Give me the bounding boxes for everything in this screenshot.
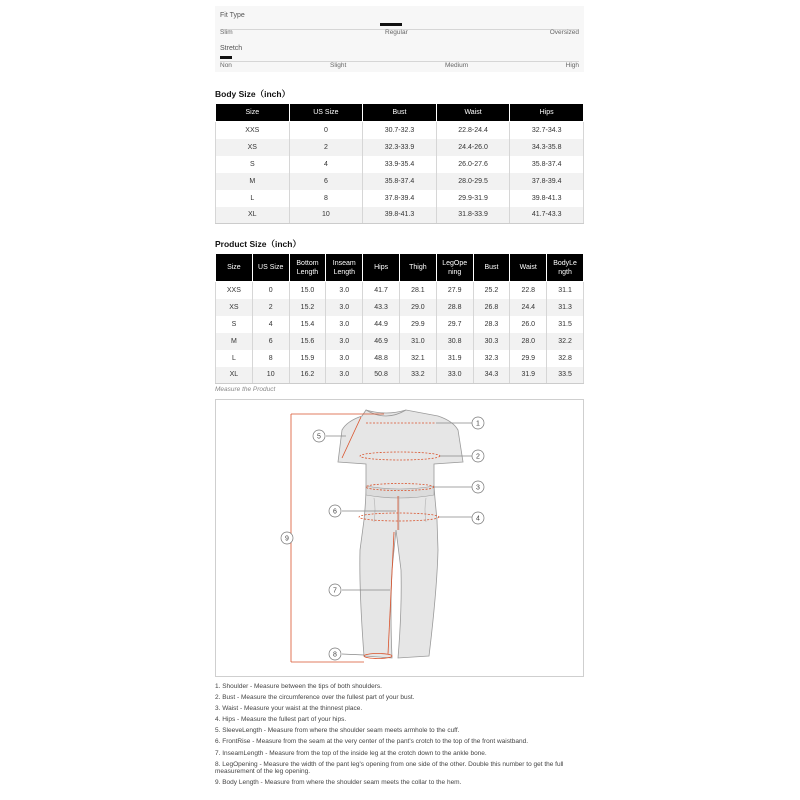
product-cell: XS (216, 299, 253, 316)
body-cell: S (216, 156, 290, 173)
measure-caption: Measure the Product (215, 386, 276, 393)
body-cell: XL (216, 207, 290, 224)
product-cell: 27.9 (436, 282, 473, 299)
body-cell: XXS (216, 122, 290, 139)
product-header-cell (363, 254, 400, 282)
body-cell: 31.8-33.9 (436, 207, 510, 224)
fit-scale-slim: Slim (220, 29, 233, 36)
note-item: 7. InseamLength - Measure from the top of the inside leg at the crotch down to the ankle bone. (215, 749, 487, 757)
body-cell: 33.9-35.4 (363, 156, 437, 173)
svg-text:7: 7 (333, 587, 337, 595)
product-cell: 29.7 (436, 316, 473, 333)
body-cell: 30.7-32.3 (363, 122, 437, 139)
product-cell: 30.3 (473, 333, 510, 350)
note-item: 8. LegOpening - Measure the width of the pant leg's opening from one side of the other. Double this number to get the full measurement of the leg opening. (215, 760, 564, 776)
body-cell: 35.8-37.4 (510, 156, 584, 173)
product-cell: 32.1 (399, 350, 436, 367)
stretch-scale-slight: Slight (330, 62, 347, 69)
table-row (216, 367, 584, 384)
marker-8 (329, 648, 341, 660)
marker-3 (472, 481, 484, 493)
product-cell: 0 (252, 282, 289, 299)
product-header-cell (399, 254, 436, 282)
table-row (216, 190, 584, 207)
fit-scale-regular: Regular (385, 29, 408, 36)
product-header-line: Hips (374, 264, 389, 271)
product-cell: 41.7 (363, 282, 400, 299)
table-row (216, 156, 584, 173)
svg-text:6: 6 (333, 508, 337, 516)
product-cell: 32.3 (473, 350, 510, 367)
product-cell: 31.9 (510, 367, 547, 384)
product-header-line: Thigh (409, 264, 427, 271)
table-row (216, 316, 584, 333)
product-header-cell (473, 254, 510, 282)
product-cell: S (216, 316, 253, 333)
product-cell: M (216, 333, 253, 350)
product-cell: 8 (252, 350, 289, 367)
note-item: 4. Hips - Measure the fullest part of your hips. (215, 716, 347, 724)
product-cell: XXS (216, 282, 253, 299)
product-header-cell (510, 254, 547, 282)
product-cell: 15.6 (289, 333, 326, 350)
product-cell: 22.8 (510, 282, 547, 299)
product-cell: 28.1 (399, 282, 436, 299)
svg-text:4: 4 (476, 515, 480, 523)
marker-2 (472, 450, 484, 462)
product-header-line: Bottom (296, 259, 319, 267)
stretch-scale-medium: Medium (445, 62, 469, 69)
body-header-cell: Size (216, 104, 290, 122)
note-item: 3. Waist - Measure your waist at the thinnest place. (215, 705, 363, 713)
stretch-scale-non: Non (220, 62, 232, 69)
fit-scale-oversized: Oversized (549, 29, 579, 36)
measure-diagram (215, 399, 584, 677)
product-header-line: Bust (484, 264, 499, 271)
product-cell: 31.1 (547, 282, 584, 299)
product-cell: XL (216, 367, 253, 384)
body-size-table (215, 103, 584, 224)
body-cell: 22.8-24.4 (436, 122, 510, 139)
product-header-cell (547, 254, 584, 282)
product-cell: 15.2 (289, 299, 326, 316)
product-cell: L (216, 350, 253, 367)
body-cell: 39.8-41.3 (510, 190, 584, 207)
body-cell: 37.8-39.4 (363, 190, 437, 207)
product-cell: 34.3 (473, 367, 510, 384)
body-cell: 4 (289, 156, 363, 173)
product-header-line: Size (227, 264, 241, 271)
product-size-title: Product Size（inch） (215, 239, 301, 249)
body-cell: 41.7-43.3 (510, 207, 584, 224)
guide-8-leader (342, 654, 364, 655)
product-cell: 24.4 (510, 299, 547, 316)
product-cell: 48.8 (363, 350, 400, 367)
body-cell: 0 (289, 122, 363, 139)
jumpsuit-silhouette (338, 410, 463, 658)
product-cell: 44.9 (363, 316, 400, 333)
product-header-cell (326, 254, 363, 282)
body-cell: XS (216, 139, 290, 156)
product-cell: 33.2 (399, 367, 436, 384)
table-row (216, 139, 584, 156)
stretch-marker (220, 56, 232, 59)
product-header-line: Waist (519, 264, 537, 271)
product-cell: 4 (252, 316, 289, 333)
jumpsuit-illustration (216, 400, 583, 676)
product-header-line: ngth (558, 268, 572, 276)
product-cell: 3.0 (326, 316, 363, 333)
product-cell: 3.0 (326, 350, 363, 367)
fit-panel (215, 6, 584, 72)
table-row (216, 122, 584, 139)
svg-text:8: 8 (333, 651, 337, 659)
svg-text:3: 3 (476, 484, 480, 492)
product-cell: 32.8 (547, 350, 584, 367)
stretch-label: Stretch (220, 45, 243, 52)
marker-9 (281, 532, 293, 544)
body-cell: 29.9-31.9 (436, 190, 510, 207)
product-cell: 30.8 (436, 333, 473, 350)
product-header-cell (289, 254, 326, 282)
product-cell: 6 (252, 333, 289, 350)
body-size-title: Body Size（inch） (215, 89, 291, 99)
note-item: 2. Bust - Measure the circumference over the fullest part of your bust. (215, 694, 415, 702)
product-cell: 3.0 (326, 282, 363, 299)
fit-type-label: Fit Type (220, 12, 245, 19)
product-cell: 28.0 (510, 333, 547, 350)
body-cell: 10 (289, 207, 363, 224)
product-cell: 29.9 (399, 316, 436, 333)
product-cell: 28.3 (473, 316, 510, 333)
svg-text:1: 1 (476, 420, 480, 428)
product-cell: 15.9 (289, 350, 326, 367)
table-row (216, 282, 584, 299)
body-cell: 2 (289, 139, 363, 156)
table-row (216, 173, 584, 190)
product-cell: 29.0 (399, 299, 436, 316)
measurement-notes (215, 683, 583, 790)
body-cell: 32.7-34.3 (510, 122, 584, 139)
product-cell: 31.3 (547, 299, 584, 316)
product-cell: 16.2 (289, 367, 326, 384)
body-cell: 39.8-41.3 (363, 207, 437, 224)
product-cell: 28.8 (436, 299, 473, 316)
body-cell: 8 (289, 190, 363, 207)
product-header-line: LegOpe (442, 259, 468, 267)
product-cell: 31.9 (436, 350, 473, 367)
marker-1 (472, 417, 484, 429)
body-cell: 35.8-37.4 (363, 173, 437, 190)
product-cell: 33.0 (436, 367, 473, 384)
product-cell: 26.8 (473, 299, 510, 316)
product-cell: 15.4 (289, 316, 326, 333)
product-header-line: ning (448, 268, 462, 276)
body-header-cell: US Size (289, 104, 363, 122)
product-cell: 15.0 (289, 282, 326, 299)
product-cell: 3.0 (326, 299, 363, 316)
note-item: 5. SleeveLength - Measure from where the shoulder seam meets armhole to the cuff. (215, 727, 460, 735)
svg-text:9: 9 (285, 535, 289, 543)
product-header-line: US Size (258, 264, 284, 271)
product-cell: 46.9 (363, 333, 400, 350)
product-cell: 25.2 (473, 282, 510, 299)
stretch-scale-high: High (565, 62, 579, 69)
stretch-track (220, 61, 579, 62)
body-cell: 32.3-33.9 (363, 139, 437, 156)
marker-5 (313, 430, 325, 442)
product-cell: 10 (252, 367, 289, 384)
body-header-cell: Waist (436, 104, 510, 122)
product-cell: 29.9 (510, 350, 547, 367)
fit-type-marker (380, 23, 402, 26)
table-row (216, 333, 584, 350)
product-cell: 33.5 (547, 367, 584, 384)
body-header-cell: Bust (363, 104, 437, 122)
note-item: 9. Body Length - Measure from where the shoulder seam meets the collar to the hem. (215, 779, 462, 787)
jumpsuit-body (338, 410, 463, 658)
table-row (216, 207, 584, 224)
product-cell: 31.0 (399, 333, 436, 350)
product-header-line: Length (333, 268, 355, 276)
table-row (216, 299, 584, 316)
note-item: 6. FrontRise - Measure from the seam at the very center of the pant's crotch to the top of the front waistband. (215, 738, 529, 746)
body-cell: 34.3-35.8 (510, 139, 584, 156)
body-cell: 37.8-39.4 (510, 173, 584, 190)
body-cell: 28.0-29.5 (436, 173, 510, 190)
body-cell: 24.4-26.0 (436, 139, 510, 156)
product-cell: 50.8 (363, 367, 400, 384)
body-cell: 26.0-27.6 (436, 156, 510, 173)
table-row (216, 350, 584, 367)
body-header-cell: Hips (510, 104, 584, 122)
product-cell: 32.2 (547, 333, 584, 350)
note-item: 1. Shoulder - Measure between the tips of both shoulders. (215, 683, 382, 690)
svg-text:5: 5 (317, 433, 321, 441)
product-header-cell (436, 254, 473, 282)
product-cell: 3.0 (326, 367, 363, 384)
product-header-line: Inseam (332, 259, 356, 267)
product-cell: 2 (252, 299, 289, 316)
product-size-table (215, 253, 584, 384)
product-cell: 26.0 (510, 316, 547, 333)
product-header-cell (252, 254, 289, 282)
product-header-cell (216, 254, 253, 282)
product-header-line: BodyLe (553, 259, 577, 267)
body-cell: M (216, 173, 290, 190)
product-cell: 31.5 (547, 316, 584, 333)
product-cell: 43.3 (363, 299, 400, 316)
product-header-line: Length (296, 268, 319, 276)
marker-6 (329, 505, 341, 517)
product-cell: 3.0 (326, 333, 363, 350)
body-cell: L (216, 190, 290, 207)
marker-7 (329, 584, 341, 596)
body-cell: 6 (289, 173, 363, 190)
marker-4 (472, 512, 484, 524)
svg-text:2: 2 (476, 453, 480, 461)
